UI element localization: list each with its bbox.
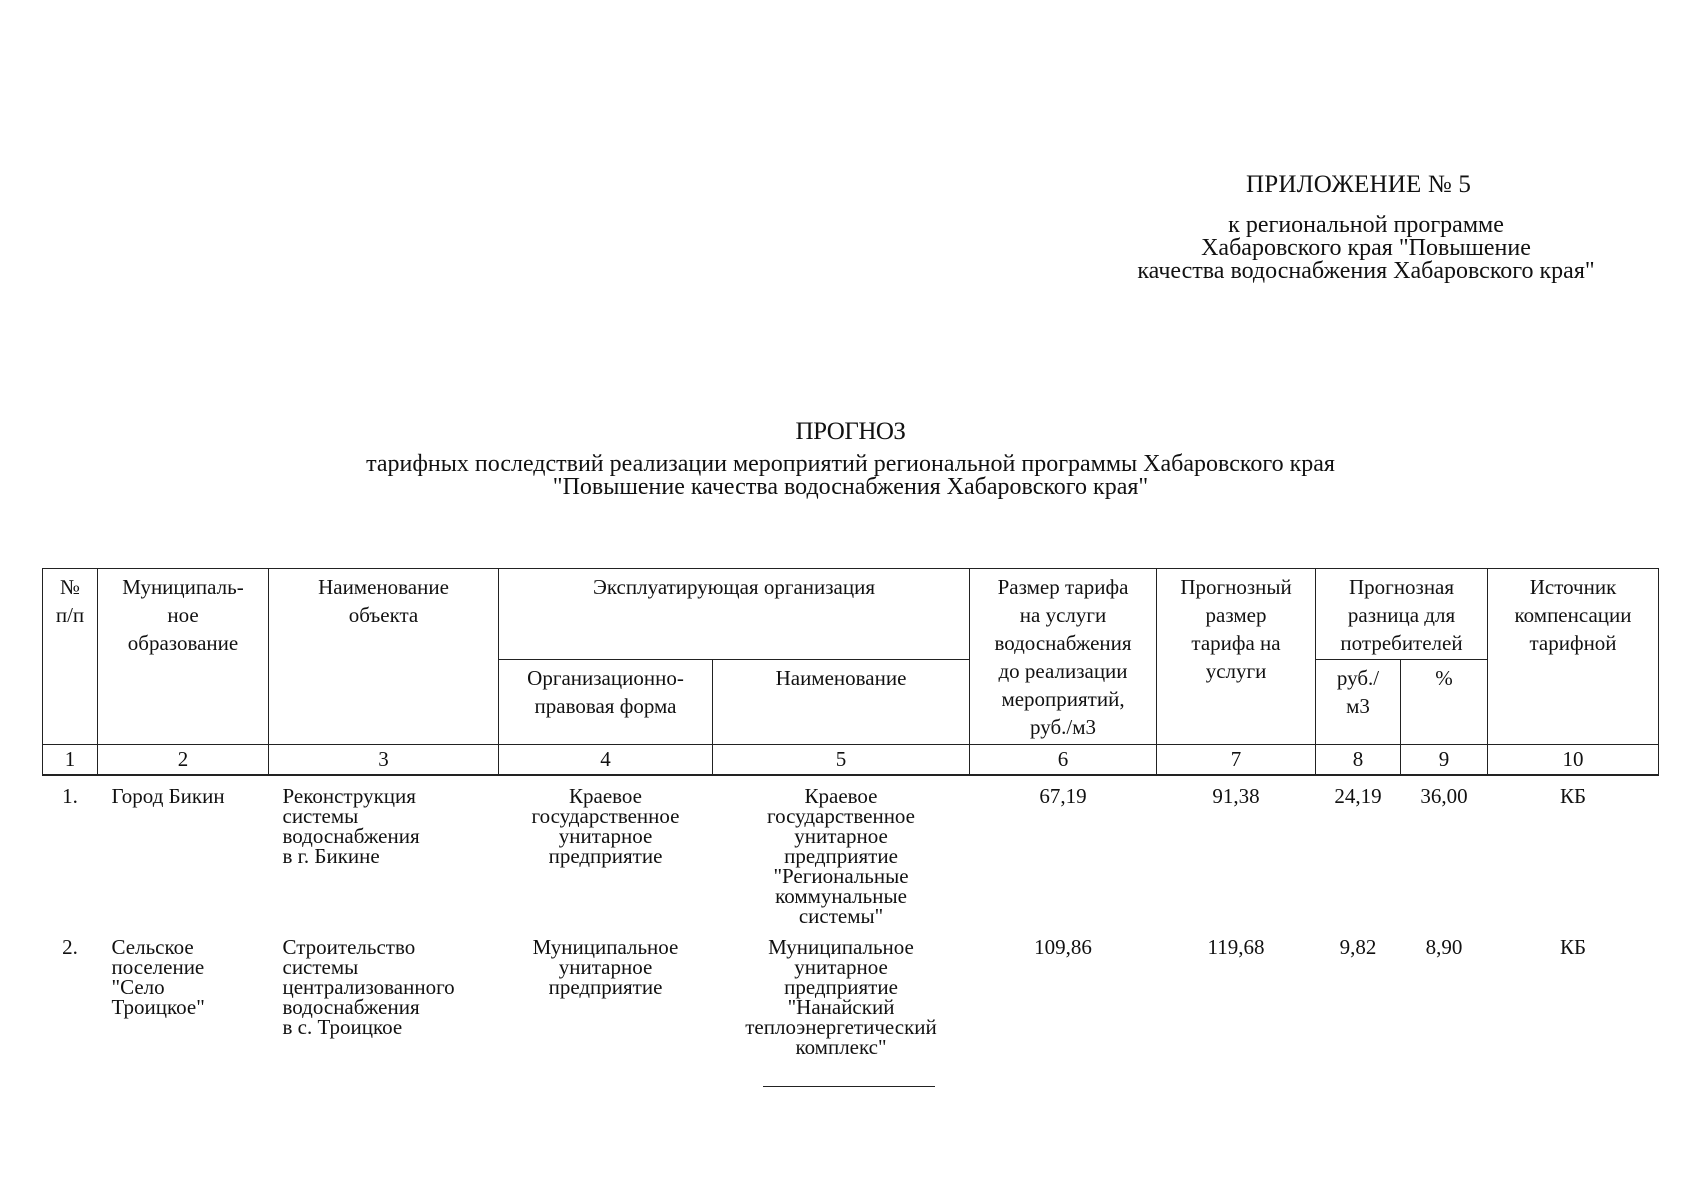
header-diff-pct: % [1401,660,1488,745]
cell-object-name: Реконструкция системы водоснабжения в г. Бикине [282,784,420,868]
table-row [43,775,1659,931]
end-divider [763,1086,935,1087]
header-municipality: Муниципаль- ное образование [98,569,269,745]
annex-subtitle [1086,214,1646,283]
column-number: 5 [713,745,970,776]
document-subtitle [0,453,1701,499]
cell-diff-pct: 8,90 [1425,935,1463,959]
header-operator-name: Наименование [713,660,970,745]
annex-subtitle-line: качества водоснабжения Хабаровского края" [1137,258,1595,284]
document-subtitle-line: "Повышение качества водоснабжения Хабаровского края" [552,474,1149,500]
header-object-name: Наименование объекта [269,569,499,745]
cell-tariff-before: 67,19 [1039,784,1087,808]
header-operator: Эксплуатирующая организация [499,569,970,660]
header-tariff-before: Размер тарифа на услуги водоснабжения до реализации мероприятий, руб./м3 [970,569,1157,745]
cell-tariff-forecast: 119,68 [1207,935,1265,959]
annex-subtitle-line: к региональной программе [1228,212,1504,238]
header-difference: Прогнозная разница для потребителей [1316,569,1488,660]
header-diff-rub: руб./ м3 [1316,660,1401,745]
table-row [43,931,1659,1057]
document-subtitle-line: тарифных последствий реализации мероприятий региональной программы Хабаровского края [366,451,1335,477]
cell-num: 2. [62,935,78,959]
header-num: № п/п [43,569,98,745]
cell-object-name: Строительство системы централизованного водоснабжения в с. Троицкое [282,935,455,1039]
cell-operator-name: Муниципальное унитарное предприятие "Нанайский теплоэнергетический комплекс" [745,935,937,1059]
column-number: 2 [98,745,269,776]
column-number: 10 [1488,745,1659,776]
cell-num: 1. [62,784,78,808]
cell-diff-rub: 24,19 [1334,784,1382,808]
cell-municipality: Город Бикин [111,784,225,808]
cell-source: КБ [1559,784,1587,808]
column-number: 6 [970,745,1157,776]
document-title: ПРОГНОЗ [795,418,906,445]
column-number: 9 [1401,745,1488,776]
header-source: Источник компенсации тарифной [1488,569,1659,745]
cell-diff-rub: 9,82 [1339,935,1377,959]
cell-municipality: Сельское поселение "Село Троицкое" [111,935,205,1019]
cell-operator-form: Муниципальное унитарное предприятие [532,935,679,999]
column-number: 4 [499,745,713,776]
cell-tariff-before: 109,86 [1034,935,1092,959]
cell-source: КБ [1559,935,1587,959]
column-number: 1 [43,745,98,776]
cell-diff-pct: 36,00 [1420,784,1468,808]
column-number: 8 [1316,745,1401,776]
header-operator-form: Организационно- правовая форма [499,660,713,745]
column-number: 3 [269,745,499,776]
tariff-forecast-table [42,568,1659,1057]
annex-title: ПРИЛОЖЕНИЕ № 5 [1246,171,1472,198]
annex-subtitle-line: Хабаровского края "Повышение [1201,235,1531,261]
cell-operator-name: Краевое государственное унитарное предприятие "Региональные коммунальные системы" [767,784,916,928]
cell-tariff-forecast: 91,38 [1212,784,1260,808]
header-tariff-forecast: Прогнозный размер тарифа на услуги [1157,569,1316,745]
cell-operator-form: Краевое государственное унитарное предприятие [531,784,680,868]
column-number: 7 [1157,745,1316,776]
